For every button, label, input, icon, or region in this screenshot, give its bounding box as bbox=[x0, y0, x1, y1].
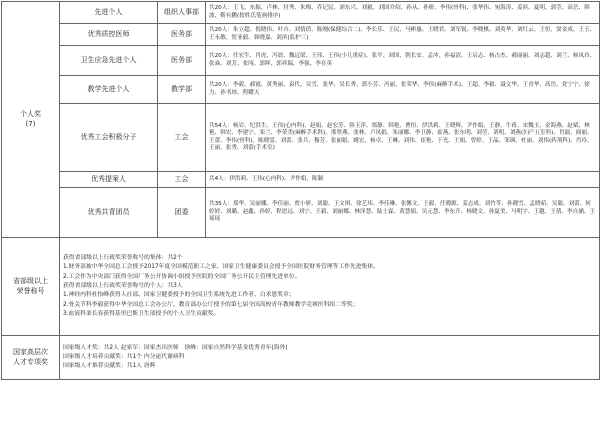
table-row bbox=[2, 46, 600, 76]
award-department: 教学部 bbox=[158, 76, 206, 104]
table-row bbox=[2, 336, 600, 380]
table-row bbox=[2, 188, 600, 238]
award-name: 卫生应急先进个人 bbox=[60, 46, 158, 76]
award-recipients: 共20人：朱立超、倪晓伟、叶卉、刘倩倩、陈刚(保健综合二)、李长乐、王民、马彬惠、王晓君、刘军锐、李晓棋、刘英华、刘红云、王恒、窦金成、王玉、王永敏、贺亚毅、韩晓嘉、刘滨(监护三) bbox=[206, 24, 600, 46]
award-name: 教学先进个人 bbox=[60, 76, 158, 104]
national-line: 国家级人才推荐贡献奖：共1人 唐辉 bbox=[63, 363, 156, 370]
provincial-category-line2: 荣誉称号 bbox=[16, 286, 45, 295]
provincial-line: 获得省部级以上行政奖荣誉称号的个人：共3人 bbox=[63, 283, 183, 289]
award-name: 先进个人 bbox=[60, 2, 158, 24]
provincial-line: 2.工会作为中央部门获得全国厂务公开协调小组授予医院的全国厂务公开民主管理先进单位。 bbox=[63, 273, 301, 280]
award-recipients: 共20人：任宏生、肖虎、冯晨、魏远梁、王伟、王伟(小儿重症)、张平、刘国、朝长安、孟冲、孙福清、王启志、杨占杰、郝丽丽、刘志超、刘兰、杨凤玲、张焱、刘芳、张闯、郭晖、郭祥瑞、李强、李在英 bbox=[206, 46, 600, 76]
national-category-line1: 国家高层次 bbox=[13, 348, 48, 357]
national-line: 国家级人才培养贡献奖：共1个 内分泌代谢病科 bbox=[63, 354, 185, 360]
provincial-line: 2.骨关节科李毅获得中华全国总工会办公厅、教育部办公厅授予的第七届全国高校青年教师教学竞赛医科组二等奖； bbox=[63, 301, 359, 308]
award-recipients: 共35人：郑华、吴丽娜、李佳丽、贾小妍、刘聪、王文琪、徐艺玮、李佳琳、张馨文、王毅、任晓源、姜志成、刘竹苓、孙晓雪、孟晓茹、吴聪、刘蕾、何婷婷、刘璐、赵鑫、孙婷、程思远、刘宁、王毅、刘丽娜、林泽慧、陆士霖、黄慧娟、吴元慧、李东升、杨晓文、孙夏美、马明宇、王越、王倩、李自涵、王瑶瑶 bbox=[206, 188, 600, 238]
national-category-line2: 人才专项奖 bbox=[13, 357, 48, 366]
provincial-category-cell bbox=[2, 238, 60, 336]
awards-sheet bbox=[1, 1, 599, 419]
table-row bbox=[2, 2, 600, 24]
provincial-line: 1.财务部被中华全国总工会授予2017年度全国模范职工之家、国家卫生健康委员会授予全国医院财务管理等工作先进集体。 bbox=[63, 264, 379, 271]
award-department: 工会 bbox=[158, 104, 206, 172]
award-recipients: 共4人：伊洪莉、王伟(心内科)、尹作娟、陈颖 bbox=[206, 172, 600, 188]
award-department: 医务部 bbox=[158, 46, 206, 76]
award-recipients: 共20人：李毅、郝霞、黄秀丽、袁代、吴雪、张华、吴长秀、郭小芳、冯丽、张荣华、李伟(麻醉手术)、王超、李毅、聂文华、王青华、高岳、党宁宁、徐力、孙书琼、程耀天 bbox=[206, 76, 600, 104]
national-line: 国家级人才奖：共2人 赵家军：国家杰出医师 徐峰：国家自然科学基金优秀青年(海外) bbox=[63, 344, 288, 351]
award-name: 优秀工会积极分子 bbox=[60, 104, 158, 172]
award-name: 优秀提案人 bbox=[60, 172, 158, 188]
awards-table bbox=[1, 1, 600, 380]
table-row bbox=[2, 104, 600, 172]
award-recipients: 共20人：王飞、东振、卢林、付秀、朱梅、乔记民、刘东兴、刘毅、刘国介绍、孙从、孙妍、李伟(骨科)、张华伟、宛海涛、姜滨、夏明、郭莹、高岳、韩波、靳有鹏(按姓氏笔画排序) bbox=[206, 2, 600, 24]
table-row bbox=[2, 172, 600, 188]
provincial-line: 3.血液科栾长春获得基里巴斯卫生部授予的个人卫生贡献奖。 bbox=[63, 311, 220, 318]
award-name: 优秀共青团员 bbox=[60, 188, 158, 238]
individual-category-label: 个人奖 bbox=[20, 110, 41, 119]
table-row bbox=[2, 238, 600, 336]
award-department: 团委 bbox=[158, 188, 206, 238]
award-department: 工会 bbox=[158, 172, 206, 188]
national-category-cell bbox=[2, 336, 60, 380]
award-department: 医务部 bbox=[158, 24, 206, 46]
individual-category-count: (7) bbox=[25, 119, 36, 128]
table-row bbox=[2, 24, 600, 46]
table-row bbox=[2, 76, 600, 104]
award-recipients: 共54人：杨岩、纪洪生、王伟(心内科)、赵娟、赵宏芳、韩玉萍、郑静、韩艳、曹恒、伊洪莉、王晓辉、尹作娟、王静、牛蒋、宋魏玉、金海燕、赵斌、林艳、韩宏、李建宁、栾兰、李荣美(麻醉手术科)、邢翠燕、张林、卢凤娟、朱丽娜、李卫静、霍燕、张东明、刘莹、刘明、刘燕(妇产五室科)、肖淑、阎丽、王蕾、李伟(骨科)、陈晓雷、刘蕾、张兵、穆芳、张丽娟、姚宏、杨卓、王琳、刘伟、崔艳、于光、王娟、曾婷、王晶、邹瑛、杜丽、刘伟(药剂科)、肖玲、王丽、张秀、刘蕾(手术室) bbox=[206, 104, 600, 172]
provincial-line: 1.神经内科杜怡峰获得人社部、国家卫健委授予的全国卫生系统先进工作者、白求恩奖章； bbox=[63, 292, 295, 299]
individual-category-cell bbox=[2, 2, 60, 238]
provincial-category-line1: 省部级以上 bbox=[13, 277, 48, 286]
award-department: 组织人事部 bbox=[158, 2, 206, 24]
award-name: 优秀质控医师 bbox=[60, 24, 158, 46]
provincial-content bbox=[60, 238, 600, 336]
provincial-line: 获得省部级以上行政奖荣誉称号的集体：共2个 bbox=[63, 254, 183, 261]
national-content bbox=[60, 336, 600, 380]
